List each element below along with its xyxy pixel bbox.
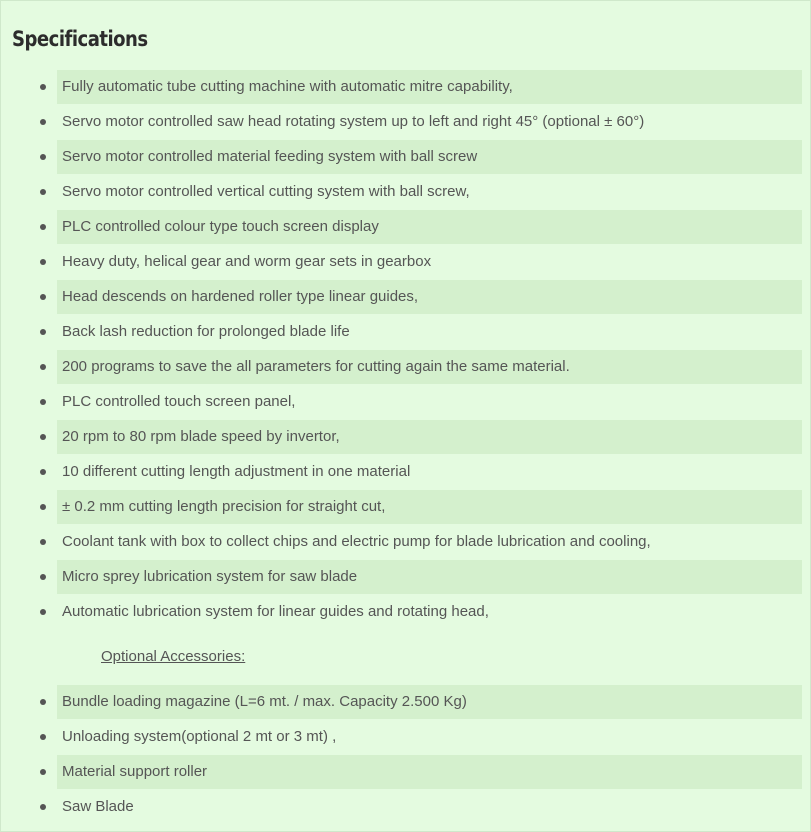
list-item — [1, 384, 811, 419]
bullet-icon — [40, 469, 46, 475]
list-item — [1, 279, 811, 314]
row-highlight — [57, 140, 802, 174]
list-item — [1, 684, 811, 719]
list-item — [1, 419, 811, 454]
row-highlight — [57, 175, 802, 209]
list-item — [1, 594, 811, 629]
row-highlight — [57, 385, 802, 419]
list-item — [1, 489, 811, 524]
bullet-icon — [40, 189, 46, 195]
bullet-icon — [40, 84, 46, 90]
bullet-icon — [40, 539, 46, 545]
row-highlight — [57, 790, 802, 824]
list-item — [1, 244, 811, 279]
optional-accessories-heading: Optional Accessories: — [101, 648, 246, 665]
list-item-label: Coolant tank with box to collect chips and electric pump for blade lubrication and cooling, — [62, 533, 651, 550]
row-highlight — [57, 560, 802, 594]
list-item — [1, 719, 811, 754]
list-item-label: Heavy duty, helical gear and worm gear sets in gearbox — [62, 253, 432, 270]
list-item-label: Fully automatic tube cutting machine with automatic mitre capability, — [62, 78, 513, 95]
list-item-label: 10 different cutting length adjustment in one material — [62, 463, 411, 480]
bullet-icon — [40, 434, 46, 440]
row-highlight — [57, 525, 802, 559]
list-item-label: 200 programs to save the all parameters for cutting again the same material. — [62, 358, 570, 375]
row-highlight — [57, 595, 802, 629]
row-highlight — [57, 315, 802, 349]
page-title: Specifications — [12, 27, 148, 51]
bullet-icon — [40, 734, 46, 740]
bullet-icon — [40, 609, 46, 615]
list-item-label: Servo motor controlled material feeding system with ball screw — [62, 148, 478, 165]
list-item-label: Unloading system(optional 2 mt or 3 mt) , — [62, 728, 337, 745]
row-highlight — [57, 245, 802, 279]
list-item — [1, 559, 811, 594]
list-item-label: ± 0.2 mm cutting length precision for straight cut, — [62, 498, 386, 515]
bullet-icon — [40, 699, 46, 705]
list-item-label: Material support roller — [62, 763, 208, 780]
list-item — [1, 454, 811, 489]
bullet-icon — [40, 574, 46, 580]
list-item — [1, 139, 811, 174]
list-item-label: Bundle loading magazine (L=6 mt. / max. Capacity 2.500 Kg) — [62, 693, 467, 710]
list-item — [1, 104, 811, 139]
list-item — [1, 69, 811, 104]
list-item-label: 20 rpm to 80 rpm blade speed by invertor, — [62, 428, 340, 445]
row-highlight — [57, 420, 802, 454]
list-item — [1, 209, 811, 244]
bullet-icon — [40, 294, 46, 300]
list-item — [1, 524, 811, 559]
list-item-label: PLC controlled colour type touch screen display — [62, 218, 379, 235]
list-item-label: Saw Blade — [62, 798, 134, 815]
bullet-icon — [40, 154, 46, 160]
row-highlight — [57, 350, 802, 384]
row-highlight — [57, 455, 802, 489]
bullet-icon — [40, 364, 46, 370]
bullet-icon — [40, 504, 46, 510]
row-highlight — [57, 105, 802, 139]
row-highlight — [57, 685, 802, 719]
row-highlight — [57, 210, 802, 244]
bullet-icon — [40, 224, 46, 230]
bullet-icon — [40, 399, 46, 405]
row-highlight — [57, 70, 802, 104]
list-item-label: Back lash reduction for prolonged blade life — [62, 323, 350, 340]
specifications-list — [1, 69, 811, 629]
bullet-icon — [40, 804, 46, 810]
row-highlight — [57, 490, 802, 524]
row-highlight — [57, 720, 802, 754]
bullet-icon — [40, 769, 46, 775]
row-highlight — [57, 280, 802, 314]
list-item — [1, 349, 811, 384]
list-item — [1, 314, 811, 349]
bullet-icon — [40, 119, 46, 125]
list-item-label: Automatic lubrication system for linear guides and rotating head, — [62, 603, 489, 620]
row-highlight — [57, 755, 802, 789]
list-item — [1, 789, 811, 824]
list-item-label: Servo motor controlled vertical cutting system with ball screw, — [62, 183, 470, 200]
accessories-list — [1, 684, 811, 824]
list-item — [1, 754, 811, 789]
list-item — [1, 174, 811, 209]
list-item-label: Micro sprey lubrication system for saw blade — [62, 568, 358, 585]
bullet-icon — [40, 329, 46, 335]
bullet-icon — [40, 259, 46, 265]
list-item-label: PLC controlled touch screen panel, — [62, 393, 296, 410]
list-item-label: Servo motor controlled saw head rotating system up to left and right 45° (optional ± 60°) — [62, 113, 645, 130]
list-item-label: Head descends on hardened roller type linear guides, — [62, 288, 419, 305]
